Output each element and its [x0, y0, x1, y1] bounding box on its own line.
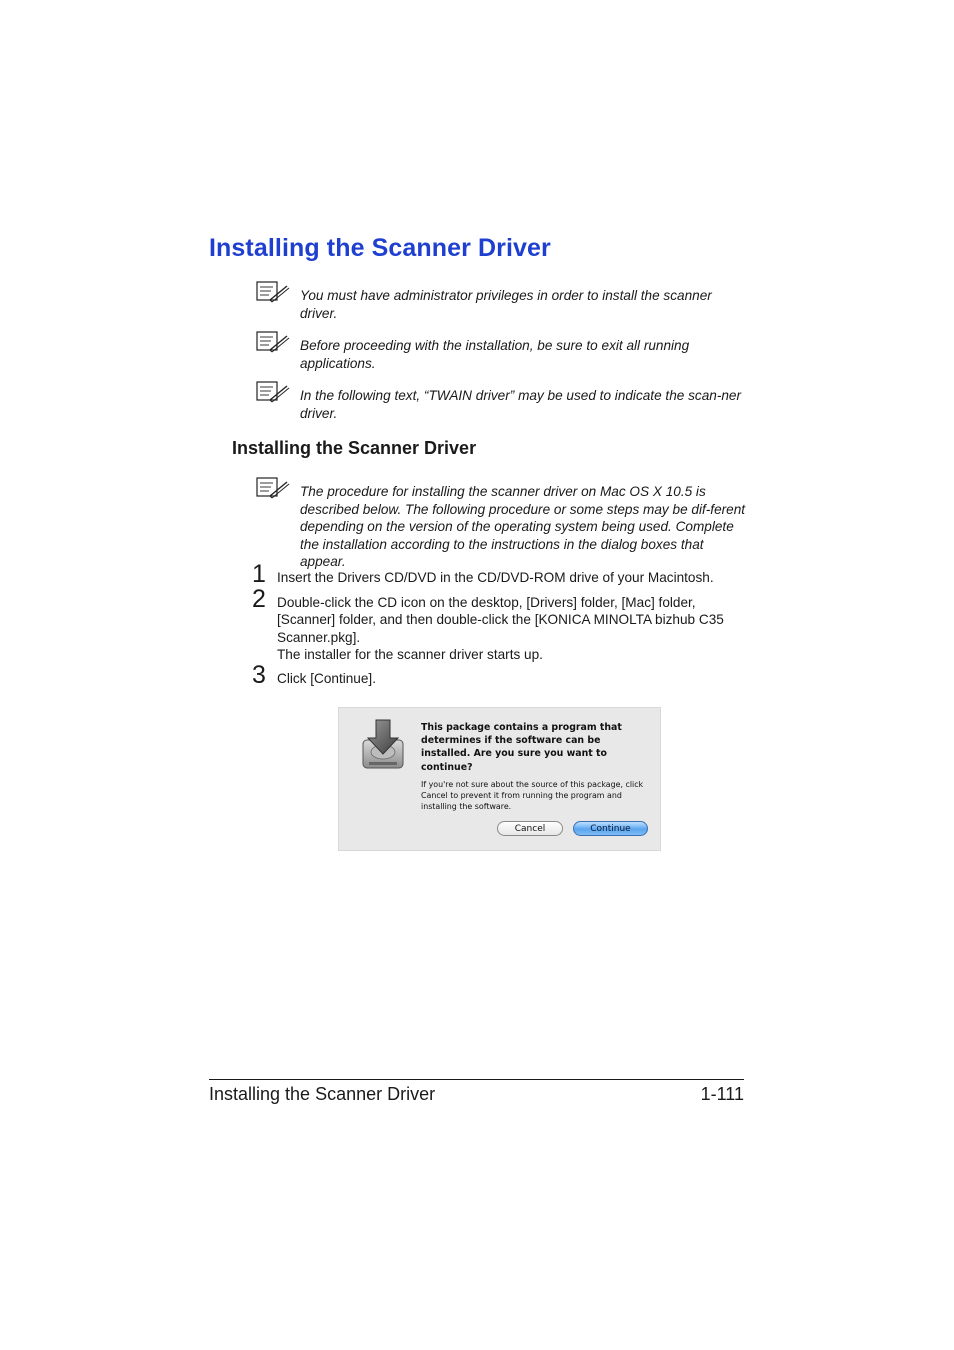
- step-instruction: Double-click the CD icon on the desktop, [Drivers] folder, [Mac] folder, [Scanner] folder, and then double-click the [KONICA MINOLTA bizhub C35 Scanner.pkg].: [277, 595, 724, 645]
- cancel-button[interactable]: Cancel: [497, 821, 563, 836]
- note-memo-icon: [256, 331, 290, 355]
- step-text: Insert the Drivers CD/DVD in the CD/DVD-ROM drive of your Macintosh.: [277, 570, 714, 585]
- note-text: You must have administrator privileges in order to install the scanner driver.: [300, 288, 712, 321]
- page-title: Installing the Scanner Driver: [209, 234, 551, 262]
- step-text: [277, 594, 747, 664]
- footer-section-title: Installing the Scanner Driver: [209, 1084, 436, 1104]
- note-text: The procedure for installing the scanner driver on Mac OS X 10.5 is described below. The following procedure or some steps may be dif-ferent depending on the version of the operating system being used. Complete the installation according to the instructions in the dialog boxes that appear.: [300, 484, 746, 570]
- step-number: 3: [252, 661, 266, 689]
- footer-divider: [209, 1079, 744, 1080]
- dialog-detail: If you're not sure about the source of this package, click Cancel to prevent it from running the program and installing the software.: [421, 780, 644, 811]
- dialog-message: This package contains a program that determines if the software can be installed. Are you sure you want to continue?: [421, 722, 622, 773]
- step-result: The installer for the scanner driver starts up.: [277, 647, 543, 663]
- step-number: 1: [252, 560, 266, 588]
- page-number: 1-111: [700, 1084, 744, 1104]
- installer-dialog: [338, 707, 661, 851]
- note-text: Before proceeding with the installation, be sure to exit all running applications.: [300, 338, 690, 371]
- installer-package-icon: [361, 718, 405, 772]
- step-text: Click [Continue].: [277, 671, 376, 686]
- note-text: In the following text, “TWAIN driver” may be used to indicate the scan-ner driver.: [300, 388, 741, 421]
- section-heading: Installing the Scanner Driver: [232, 438, 477, 458]
- note-memo-icon: [256, 477, 290, 501]
- step-number: 2: [252, 585, 266, 613]
- note-memo-icon: [256, 381, 290, 405]
- continue-button[interactable]: Continue: [573, 821, 648, 836]
- note-memo-icon: [256, 281, 290, 305]
